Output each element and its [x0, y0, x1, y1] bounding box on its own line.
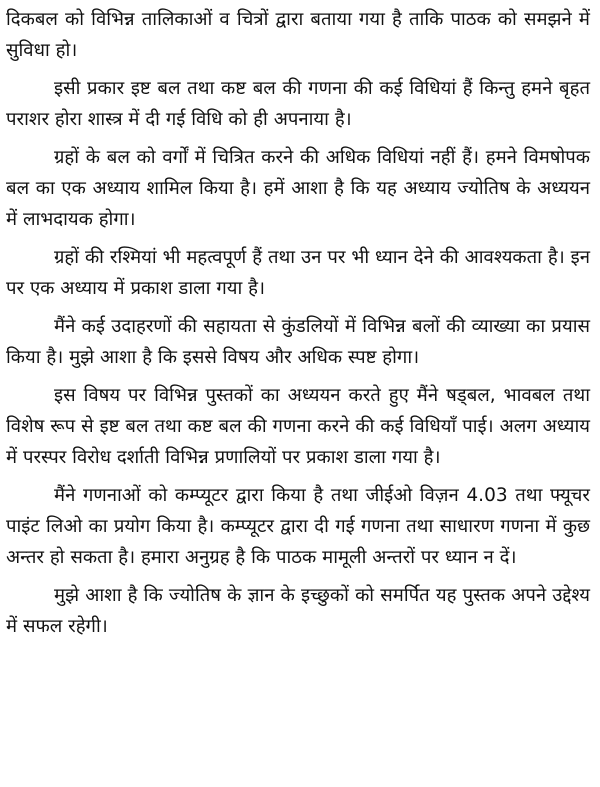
- paragraph-dikbal-tables: दिकबल को विभिन्न तालिकाओं व चित्रों द्वारा बताया गया है ताकि पाठक को समझने में सुविधा हो।: [6, 9, 590, 61]
- paragraph-rashmiyan: ग्रहों की रश्मियां भी महत्वपूर्ण हैं तथा उन पर भी ध्यान देने की आवश्यकता है। इन पर एक अध्याय में प्रकाश डाला गया है।: [6, 247, 590, 299]
- paragraph-vimshopak-bal: ग्रहों के बल को वर्गों में चित्रित करने की अधिक विधियां नहीं हैं। हमने विमषोपक बल का एक अध्याय शामिल किया है। हमें आशा है कि यह अध्याय ज्योतिष के अध्ययन में लाभदायक होगा।: [6, 147, 590, 230]
- paragraph-examples: मैंने कई उदाहरणों की सहायता से कुंडलियों में विभिन्न बलों की व्याख्या का प्रयास किया है। मुझे आशा है कि इससे विषय और अधिक स्पष्ट होगा।: [6, 316, 590, 368]
- paragraph-computer-calculations: मैंने गणनाओं को कम्प्यूटर द्वारा किया है तथा जीईओ विज़न 4.03 तथा फ्यूचर पाइंट लिओ का प्रयोग किया है। कम्प्यूटर द्वारा दी गई गणना तथा साधारण गणना में कुछ अन्तर हो सकता है। हमारा अनुग्रह है कि पाठक मामूली अन्तरों पर ध्यान न दें।: [6, 485, 590, 568]
- paragraph-conclusion: मुझे आशा है कि ज्योतिष के ज्ञान के इच्छुकों को समर्पित यह पुस्तक अपने उद्देश्य में सफल रहेगी।: [6, 585, 590, 637]
- paragraph-ishta-kashta-methods: इसी प्रकार इष्ट बल तथा कष्ट बल की गणना की कई विधियां हैं किन्तु हमने बृहत पराशर होरा शास्त्र में दी गई विधि को ही अपनाया है।: [6, 78, 590, 130]
- paragraph-shadbal-methods: इस विषय पर विभिन्न पुस्तकों का अध्ययन करते हुए मैंने षड्बल, भावबल तथा विशेष रूप से इष्ट बल तथा कष्ट बल की गणना करने की कई विधियाँ पाई। अलग अध्याय में परस्पर विरोध दर्शाती विभिन्न प्रणालियों पर प्रकाश डाला गया है।: [6, 385, 590, 468]
